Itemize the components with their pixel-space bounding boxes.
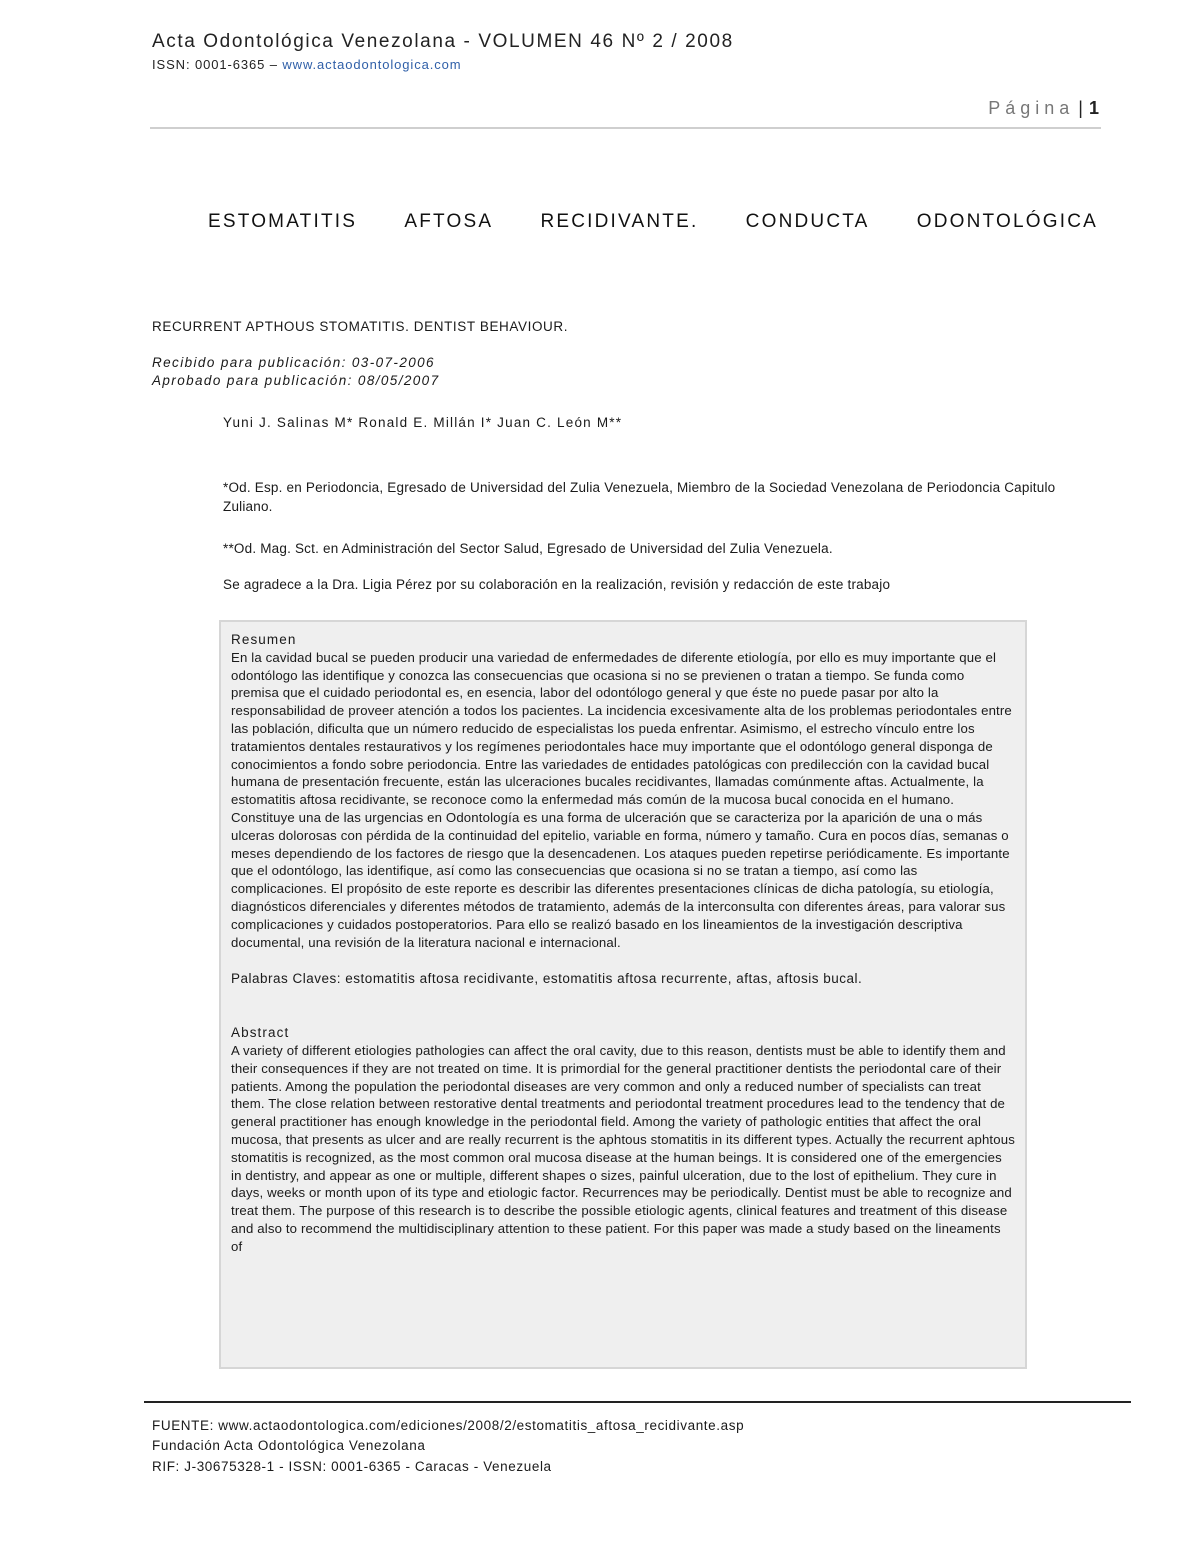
title-word: RECIDIVANTE. — [540, 211, 699, 232]
keywords: Palabras Claves: estomatitis aftosa recidivante, estomatitis aftosa recurrente, aftas, aftosis bucal. — [231, 971, 863, 987]
authors: Yuni J. Salinas M* Ronald E. Millán I* Juan C. León M** — [223, 415, 623, 430]
resumen-heading: Resumen — [231, 632, 297, 647]
header-divider — [150, 127, 1101, 129]
issn-line — [152, 57, 462, 72]
footer-rif: RIF: J-30675328-1 - ISSN: 0001-6365 - Caracas - Venezuela — [152, 1459, 552, 1474]
title-word: CONDUCTA — [745, 211, 870, 232]
title-word: ODONTOLÓGICA — [916, 211, 1098, 232]
title-word: AFTOSA — [404, 211, 494, 232]
footer-source: FUENTE: www.actaodontologica.com/ediciones/2008/2/estomatitis_aftosa_recidivante.asp — [152, 1418, 745, 1433]
title-word: ESTOMATITIS — [208, 211, 358, 232]
resumen-text: En la cavidad bucal se pueden producir una variedad de enfermedades de diferente etiología, por ello es muy importante que el odontólogo las identifique y conozca las consecuencias que ocasiona si no se previenen o tratan a tiempo. Se funda como premisa que el cuidado periodontal es, en esencia, labor del odontólogo general y que éste no puede pasar por alto la responsabilidad de proveer atención a todos los pacientes. La incidencia excesivamente alta de los problemas periodontales entre las población, dificulta que un número reducido de especialistas los pueda enfrentar. Asimismo, el estrecho vínculo entre los tratamientos dentales restaurativos y los regímenes periodontales hace muy importante que el odontólogo general disponga de conocimientos a fondo sobre periodoncia. Entre las variedades de entidades patológicas con predilección con la cavidad bucal humana de presentación frecuente, están las ulceraciones bucales recidivantes, llamadas comúnmente aftas. Actualmente, la estomatitis aftosa recidivante, se reconoce como la enfermedad más común de la mucosa bucal conocida en el humano. Constituye una de las urgencias en Odontología es una forma de ulceración que se caracteriza por la aparición de una o más ulceras dolorosas con pérdida de la continuidad del epitelio, variable en forma, número y tamaño. Cura en pocos días, semanas o meses dependiendo de los factores de riesgo que la desencadenen. Los ataques pueden repetirse periódicamente. Es importante que el odontólogo, las identifique, así como las consecuencias que ocasiona si no se tratan a tiempo, así como las complicaciones. El propósito de este reporte es describir las diferentes presentaciones clínicas de dicha patología, su etiología, diagnósticos diferenciales y diferentes métodos de tratamiento, además de la interconsulta con diferentes áreas, para valorar sus complicaciones y cuidados postoperatorios. Para ello se realizó basado en los lineamientos de la investigación descriptiva documental, una revisión de la literatura nacional e internacional. — [231, 649, 1012, 950]
english-title: RECURRENT APTHOUS STOMATITIS. DENTIST BEHAVIOUR. — [152, 319, 569, 334]
footer-foundation: Fundación Acta Odontológica Venezolana — [152, 1438, 426, 1453]
journal-title: Acta Odontológica Venezolana - VOLUMEN 46 Nº 2 / 2008 — [152, 31, 734, 52]
page-indicator — [988, 98, 1099, 119]
footer-divider — [144, 1401, 1131, 1403]
acknowledgement: Se agradece a la Dra. Ligia Pérez por su colaboración en la realización, revisión y redacción de este trabajo — [223, 577, 891, 592]
received-date: Recibido para publicación: 03-07-2006 — [152, 355, 435, 370]
journal-website-link[interactable]: www.actaodontologica.com — [282, 57, 462, 72]
page-label: Página — [988, 98, 1075, 118]
page-separator: | — [1078, 98, 1083, 118]
abstract-text: A variety of different etiologies pathologies can affect the oral cavity, due to this reason, dentists must be able to identify them and their consequences if they are not treated on time. It is primordial for the general practitioner dentists the periodontal care of their patients. Among the population the periodontal diseases are very common and only a reduced number of specialists can treat them. The close relation between restorative dental treatments and periodontal treatment procedures lead to the tendency that de general practitioner has enough knowledge in the periodontal field. Among the variety of pathologic entities that affect the oral mucosa, that presents as ulcer and are really recurrent is the aphtous stomatitis in its different types. Actually the recurrent aphtous stomatitis is recognized, as the most common oral mucosa disease at the human beings. It is considered one of the emergencies in dentistry, and appear as one or multiple, different shapes o sizes, painful ulceration, due to the lost of epithelium. They cure in days, weeks or month upon of its type and etiologic factor. Recurrences may be periodically. Dentist must be able to recognize and treat them. The purpose of this research is to describe the possible etiologic agents, clinical features and treatment of this disease and also to recommend the multidisciplinary attention to these patient. For this paper was made a study based on the lineaments of — [231, 1042, 1015, 1254]
abstract-heading: Abstract — [231, 1025, 290, 1041]
summary-box — [219, 620, 1027, 1369]
affiliation-2: **Od. Mag. Sct. en Administración del Sector Salud, Egresado de Universidad del Zulia Venezuela. — [223, 541, 833, 556]
affiliation-1: *Od. Esp. en Periodoncia, Egresado de Universidad del Zulia Venezuela, Miembro de la Sociedad Venezolana de Periodoncia Capitulo Zuliano. — [223, 480, 1056, 514]
section-spacer — [231, 988, 1015, 1024]
issn-text: ISSN: 0001-6365 – — [152, 57, 283, 72]
page-number: 1 — [1088, 98, 1099, 118]
approved-date: Aprobado para publicación: 08/05/2007 — [152, 373, 440, 388]
article-title — [208, 211, 1098, 233]
